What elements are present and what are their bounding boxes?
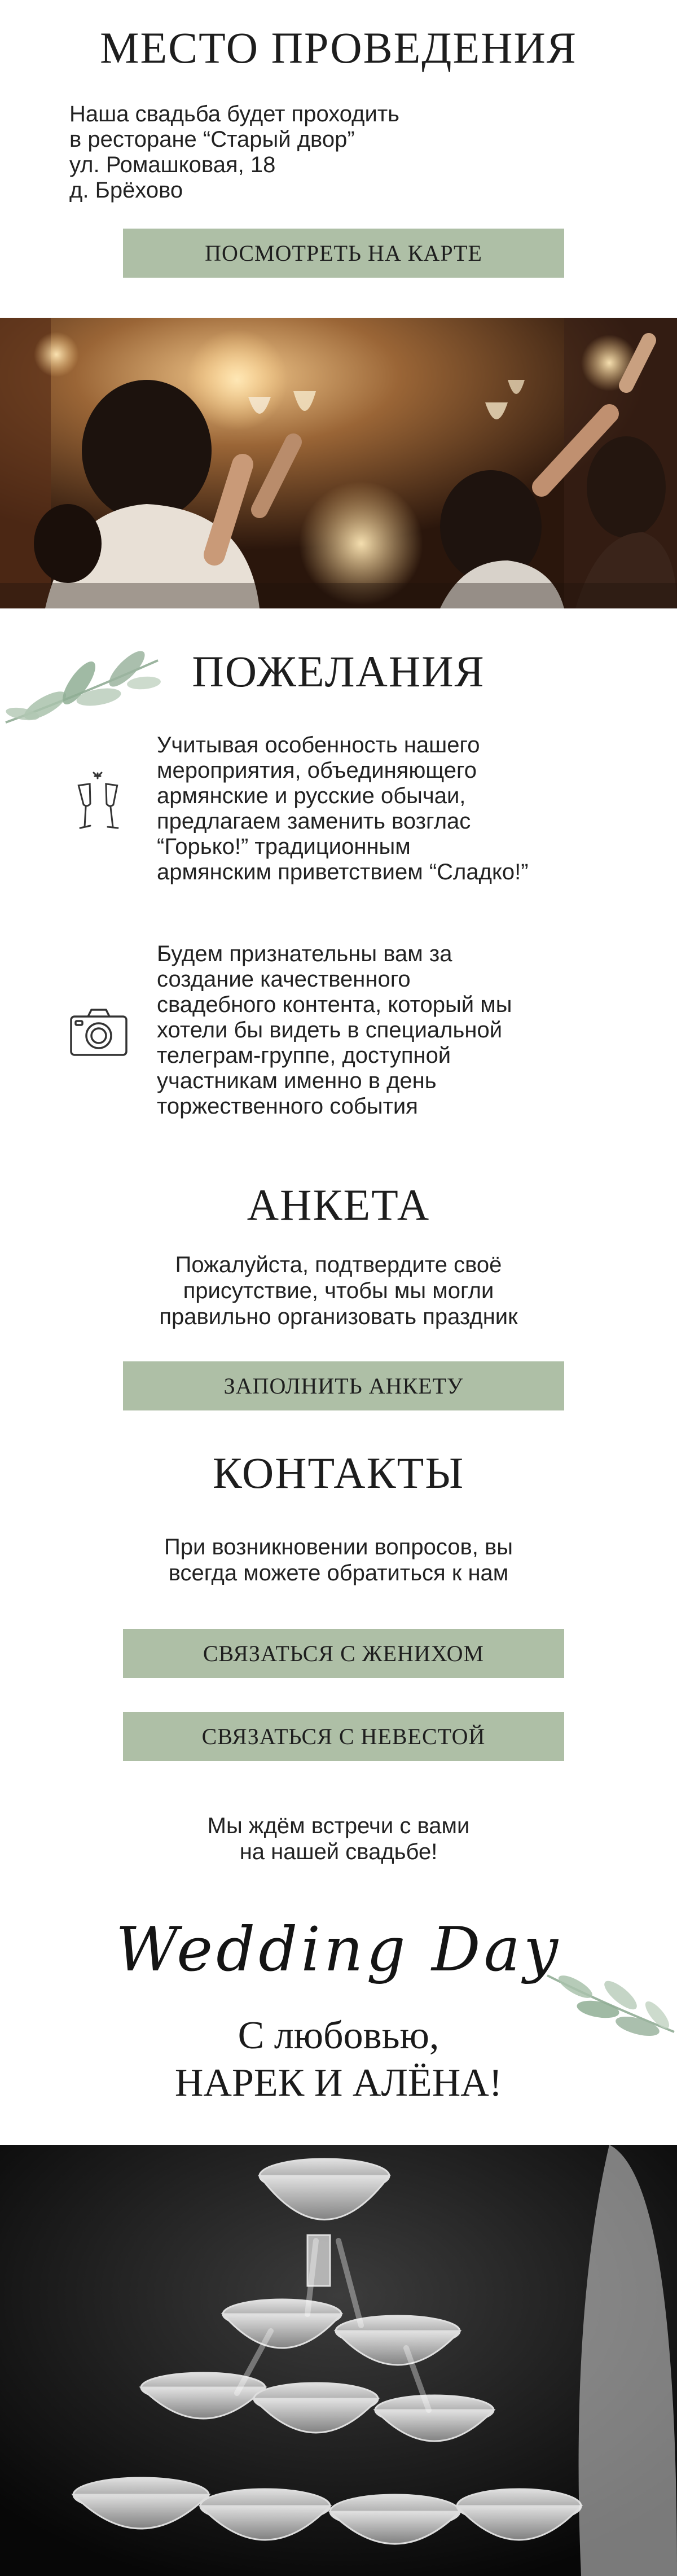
wish-item [157, 941, 642, 1119]
survey-line: правильно организовать праздник [159, 1304, 518, 1329]
wishes-title: ПОЖЕЛАНИЯ [192, 647, 485, 696]
champagne-tower-photo [0, 2145, 677, 2576]
venue-title: МЕСТО ПРОВЕДЕНИЯ [100, 23, 577, 72]
wish-line: торжественного события [157, 1094, 418, 1119]
survey-line: Пожалуйста, подтвердите своё [175, 1252, 502, 1277]
signature [0, 2012, 677, 2107]
survey-line: присутствие, чтобы мы могли [183, 1278, 494, 1303]
wish-line: свадебного контента, который мы [157, 992, 512, 1017]
address-line: ул. Ромашковая, 18 [69, 152, 276, 177]
wish-line: “Горько!” традиционным [157, 834, 411, 859]
contacts-text [0, 1534, 677, 1586]
camera-icon [69, 1006, 129, 1058]
banquet-photo [0, 318, 677, 608]
address-line: Наша свадьба будет проходить [69, 102, 400, 126]
survey-text [0, 1252, 677, 1330]
wish-line: мероприятия, объединяющего [157, 758, 477, 783]
wedding-day-script: Wedding Day [116, 1915, 561, 1985]
wish-line: участникам именно в день [157, 1068, 437, 1093]
closing-line: Мы ждём встречи с вами [207, 1813, 470, 1838]
wish-line: армянским приветствием “Сладко!” [157, 860, 529, 884]
wish-item [157, 733, 642, 885]
view-map-button[interactable]: ПОСМОТРЕТЬ НА КАРТЕ [123, 229, 564, 278]
signature-line: НАРЕК И АЛЁНА! [174, 2061, 503, 2105]
address-line: в ресторане “Старый двор” [69, 127, 355, 152]
signature-line: С любовью, [238, 2014, 439, 2057]
survey-title: АНКЕТА [247, 1180, 430, 1229]
contacts-line: всегда можете обратиться к нам [168, 1561, 509, 1585]
wish-line: хотели бы видеть в специальной [157, 1018, 503, 1042]
wish-line: армянские и русские обычаи, [157, 783, 466, 808]
fill-survey-button[interactable]: ЗАПОЛНИТЬ АНКЕТУ [123, 1361, 564, 1410]
wish-line: предлагаем заменить возглас [157, 809, 471, 834]
contact-groom-button[interactable]: СВЯЗАТЬСЯ С ЖЕНИХОМ [123, 1629, 564, 1678]
venue-address [69, 102, 577, 203]
contact-bride-button[interactable]: СВЯЗАТЬСЯ С НЕВЕСТОЙ [123, 1712, 564, 1761]
closing-text [0, 1813, 677, 1865]
closing-line: на нашей свадьбе! [239, 1839, 438, 1864]
wish-line: Будем признательны вам за [157, 941, 452, 966]
contacts-title: КОНТАКТЫ [212, 1448, 465, 1497]
wish-line: Учитывая особенность нашего [157, 733, 480, 757]
wish-line: телеграм-группе, доступной [157, 1043, 451, 1068]
contacts-line: При возникновении вопросов, вы [164, 1535, 513, 1559]
champagne-glasses-icon [73, 770, 124, 833]
wish-line: создание качественного [157, 967, 411, 992]
address-line: д. Брёхово [69, 178, 183, 203]
